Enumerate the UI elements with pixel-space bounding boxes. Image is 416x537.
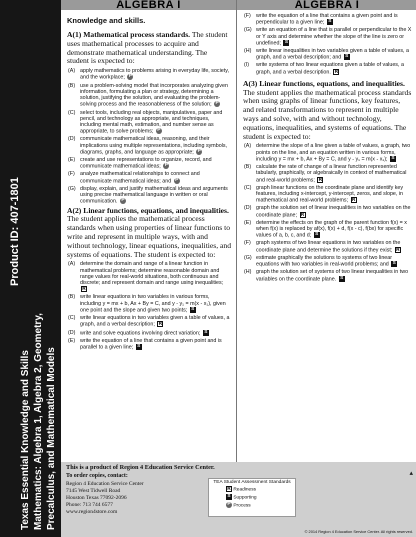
standard-item (67, 338, 231, 351)
readiness-icon: R (334, 69, 339, 75)
item-text: create and use representations to organize, record, and communicate mathematical ideas; (80, 157, 212, 170)
readiness-icon: R (396, 247, 400, 253)
standard-item (243, 255, 412, 268)
standard-item (67, 186, 231, 205)
legend-readiness: R Readiness (227, 487, 257, 493)
supporting-icon: S (340, 275, 344, 281)
section-text: The student applies the mathematical process standards when using graphs of linear functions, key features, and related transformations to represent in multiple ways and solve, with and without technology, equations, inequalities, and systems of equations. The student is expected to: (243, 87, 412, 141)
process-icon: P (121, 198, 125, 204)
process-icon: P (157, 128, 161, 134)
standard-item (243, 143, 412, 162)
supporting-icon: S (137, 343, 141, 349)
section-number: A(1) (67, 30, 82, 39)
legend-supporting: S Supporting (227, 494, 257, 501)
standard-item (243, 205, 412, 218)
item-text: graph systems of two linear equations in two variables on the coordinate plane and determine the solutions if they exist; (256, 240, 401, 254)
knowledge-heading: Knowledge and skills. (67, 16, 146, 25)
standard-item (243, 13, 412, 26)
supporting-icon: S (227, 494, 231, 500)
process-icon: P (128, 74, 132, 80)
readiness-icon: R (318, 177, 323, 183)
item-letter: (H) (244, 269, 252, 276)
standard-item (243, 48, 412, 61)
section-text: The student applies the mathematical process standards when using properties of linear functions to write and represent in multiple ways, with and without technology, linear equations, inequalities, and systems of equations. The student is expected to: (67, 214, 231, 259)
item-letter: (H) (244, 48, 252, 55)
standard-item (67, 294, 231, 313)
product-line: This is a product of Region 4 Education Service Center. (66, 464, 215, 471)
section-title: Linear functions, equations, and inequalities. (83, 205, 229, 215)
item-letter: (G) (244, 27, 252, 34)
item-text: estimate graphically the solutions to systems of two linear equations with two variables in real-world problems; and (256, 254, 393, 268)
standard-item (243, 62, 412, 75)
standard-item (67, 315, 231, 328)
item-text: write linear equations in two variables given a table of values, a graph, and a verbal description; (80, 315, 230, 328)
standard-item (67, 261, 231, 293)
standard-item (67, 110, 231, 135)
section (67, 31, 231, 205)
process-icon: P (227, 501, 231, 507)
address-line: 7145 West Tidwell Road (66, 487, 121, 494)
supporting-icon: S (315, 232, 319, 238)
item-text: write an equation of a line that is parallel or perpendicular to the X or Y axis and determine whether the slope of the line is zero or undefined; (256, 27, 412, 47)
item-letter: (E) (68, 337, 76, 344)
item-text: write linear inequalities in two variables given a table of values, a graph, and a verbal description; and (256, 48, 409, 61)
standard-item (67, 83, 231, 108)
section-heading (67, 31, 231, 66)
process-icon: P (215, 101, 219, 107)
fold-arrow-icon: ▴ (409, 470, 413, 477)
standard-item (243, 164, 412, 183)
standard-item (67, 157, 231, 170)
item-letter: (A) (68, 261, 76, 268)
item-letter: (B) (68, 82, 76, 89)
item-list (243, 143, 412, 282)
readiness-icon: R (227, 487, 231, 493)
supporting-icon: S (204, 329, 208, 335)
item-letter: (A) (244, 143, 252, 150)
address-line: Phone: 713 744 6577 (66, 501, 113, 508)
item-list (243, 13, 412, 75)
item-text: write the equation of a line that contains a given point and is parallel to a given line; (80, 337, 222, 351)
supporting-icon: S (391, 155, 395, 161)
address-line: Region 4 Education Service Center (66, 481, 144, 487)
standards-legend (208, 478, 296, 517)
legend-process: P Process (227, 501, 251, 509)
section-heading (243, 80, 412, 142)
sidebar-title-line-1: Texas Essential Knowledge and Skills (20, 350, 31, 530)
product-id: Product ID: 407-1801 (9, 177, 21, 286)
item-letter: (D) (244, 205, 252, 212)
supporting-icon: S (191, 306, 195, 312)
standard-item (243, 269, 412, 282)
order-line: To order copies, contact: (66, 473, 128, 479)
item-letter: (B) (68, 294, 76, 301)
supporting-icon: S (328, 19, 332, 25)
readiness-icon: R (300, 212, 305, 218)
copyright: © 2014 Region 4 Education Service Center. All rights reserved. (304, 529, 413, 534)
item-list (67, 261, 231, 350)
section-heading (67, 207, 231, 260)
section (243, 80, 412, 282)
right-content (237, 10, 416, 282)
standard-item (67, 68, 231, 81)
address-line: Houston Texas 77092-2096 (66, 494, 127, 501)
item-letter: (F) (68, 171, 75, 178)
standard-item (67, 171, 231, 184)
supporting-icon: S (345, 54, 349, 60)
readiness-icon: R (351, 198, 356, 204)
item-letter: (E) (68, 157, 76, 164)
legend-title: TEA Student Assessment Standards (213, 480, 291, 485)
readiness-icon: R (158, 322, 163, 328)
supporting-icon: S (284, 39, 289, 45)
item-text: analyze mathematical relationships to connect and communicate mathematical ideas; and (80, 171, 200, 185)
item-text: determine the domain and range of a linear function in mathematical problems; determine reasonable domain and range values for real-world situations, both continuous and discrete; and represent domain and range using inequalities; (80, 261, 224, 287)
standard-item (243, 240, 412, 253)
item-letter: (B) (244, 164, 252, 171)
supporting-icon: S (392, 261, 396, 267)
item-text: determine the slope of a line given a table of values, a graph, two points on the line, and an equation written in various forms, including y = mx + b, Ax + By = C, and y - y₁ = m(x - x₁); (256, 143, 411, 163)
right-panel (236, 0, 416, 462)
item-text: graph the solution set of systems of two linear inequalities in two variables on the coordinate plane. (256, 269, 409, 282)
section (67, 207, 231, 351)
item-text: graph linear functions on the coordinate plane and identify key features, including x-intercept, y-intercept, zeros, and slope, in mathematical and real-world problems; (256, 184, 404, 204)
item-letter: (D) (68, 136, 76, 143)
item-letter: (D) (68, 329, 76, 336)
left-content (61, 10, 236, 351)
website-link[interactable]: www.region4store.com (66, 508, 118, 515)
item-letter: (C) (68, 109, 76, 116)
sidebar-title-line-2: Mathematics: Algebra 1, Algebra 2, Geometry, (33, 313, 44, 530)
standard-item (243, 185, 412, 204)
item-letter: (A) (68, 68, 76, 75)
sidebar-title-line-3: Precalculus, and Mathematical Models (46, 347, 57, 530)
item-text: display, explain, and justify mathematical ideas and arguments using precise mathematical language in written or oral communication. (80, 185, 228, 205)
item-text: graph the solution set of linear inequalities in two variables on the coordinate plane; (256, 205, 411, 219)
section-title: Mathematical process standards. (83, 30, 191, 39)
readiness-icon: R (82, 287, 86, 293)
section-text: The student uses mathematical processes to acquire and demonstrate mathematical understanding. The student is expected to: (67, 30, 228, 66)
item-text: select tools, including real objects, manipulatives, paper and pencil, and technology as appropriate, and techniques, including mental math, estimation, and number sense as appropriate, to solve problems; (80, 109, 223, 135)
sidebar (0, 0, 61, 537)
process-icon: P (175, 177, 179, 183)
right-header: ALGEBRA I (237, 0, 416, 10)
item-letter: (C) (68, 315, 76, 322)
section-number: A(2) (67, 205, 82, 215)
item-text: write systems of two linear equations given a table of values, a graph, and a verbal description. (256, 62, 404, 76)
item-letter: (G) (68, 185, 76, 192)
standard-item (243, 220, 412, 239)
item-letter: (E) (244, 219, 252, 226)
process-icon: P (164, 163, 168, 169)
left-header: ALGEBRA I (61, 0, 236, 10)
item-text: calculate the rate of change of a linear function represented tabularly, graphically, or algebraically in context of mathematical and real-world problems; (256, 164, 407, 184)
standard-item (67, 136, 231, 155)
item-text: write linear equations in two variables in various forms, including y = mx + b, Ax + By = C, and y - y₁ = m(x - x₁), given one point and the slope and given two points; (80, 294, 226, 314)
item-text: determine the effects on the graph of the parent function f(x) = x when f(x) is replaced by af(x), f(x) + d, f(x - c), f(bx) for specific values of a, b, c, and d; (256, 219, 407, 239)
standard-item (67, 330, 231, 337)
item-letter: (C) (244, 184, 252, 191)
footer (61, 462, 416, 537)
item-text: communicate mathematical ideas, reasoning, and their implications using multiple representations, including symbols, diagrams, graphs, and language as appropriate; (80, 136, 228, 156)
section-title: Linear functions, equations, and inequalities. (259, 78, 405, 88)
item-text: write the equation of a line that contains a given point and is perpendicular to a given line; (256, 13, 398, 26)
item-letter: (G) (244, 254, 252, 261)
item-text: write and solve equations involving direct variation; (80, 329, 201, 336)
item-letter: (F) (244, 13, 251, 19)
section-number: A(3) (243, 78, 258, 88)
process-icon: P (197, 148, 201, 154)
standard-item (243, 27, 412, 46)
address-block (66, 481, 144, 516)
left-panel (61, 0, 236, 462)
item-list (67, 68, 231, 205)
item-letter: (F) (244, 240, 251, 247)
item-text: use a problem-solving model that incorporates analyzing given information, formulating a plan or strategy, determining a solution, justifying the solution, and evaluating the problem-solving process and the reasonableness of the solution; (80, 82, 228, 108)
item-text: apply mathematics to problems arising in everyday life, society, and the workplace; (80, 68, 229, 81)
item-letter: (I) (244, 62, 250, 69)
